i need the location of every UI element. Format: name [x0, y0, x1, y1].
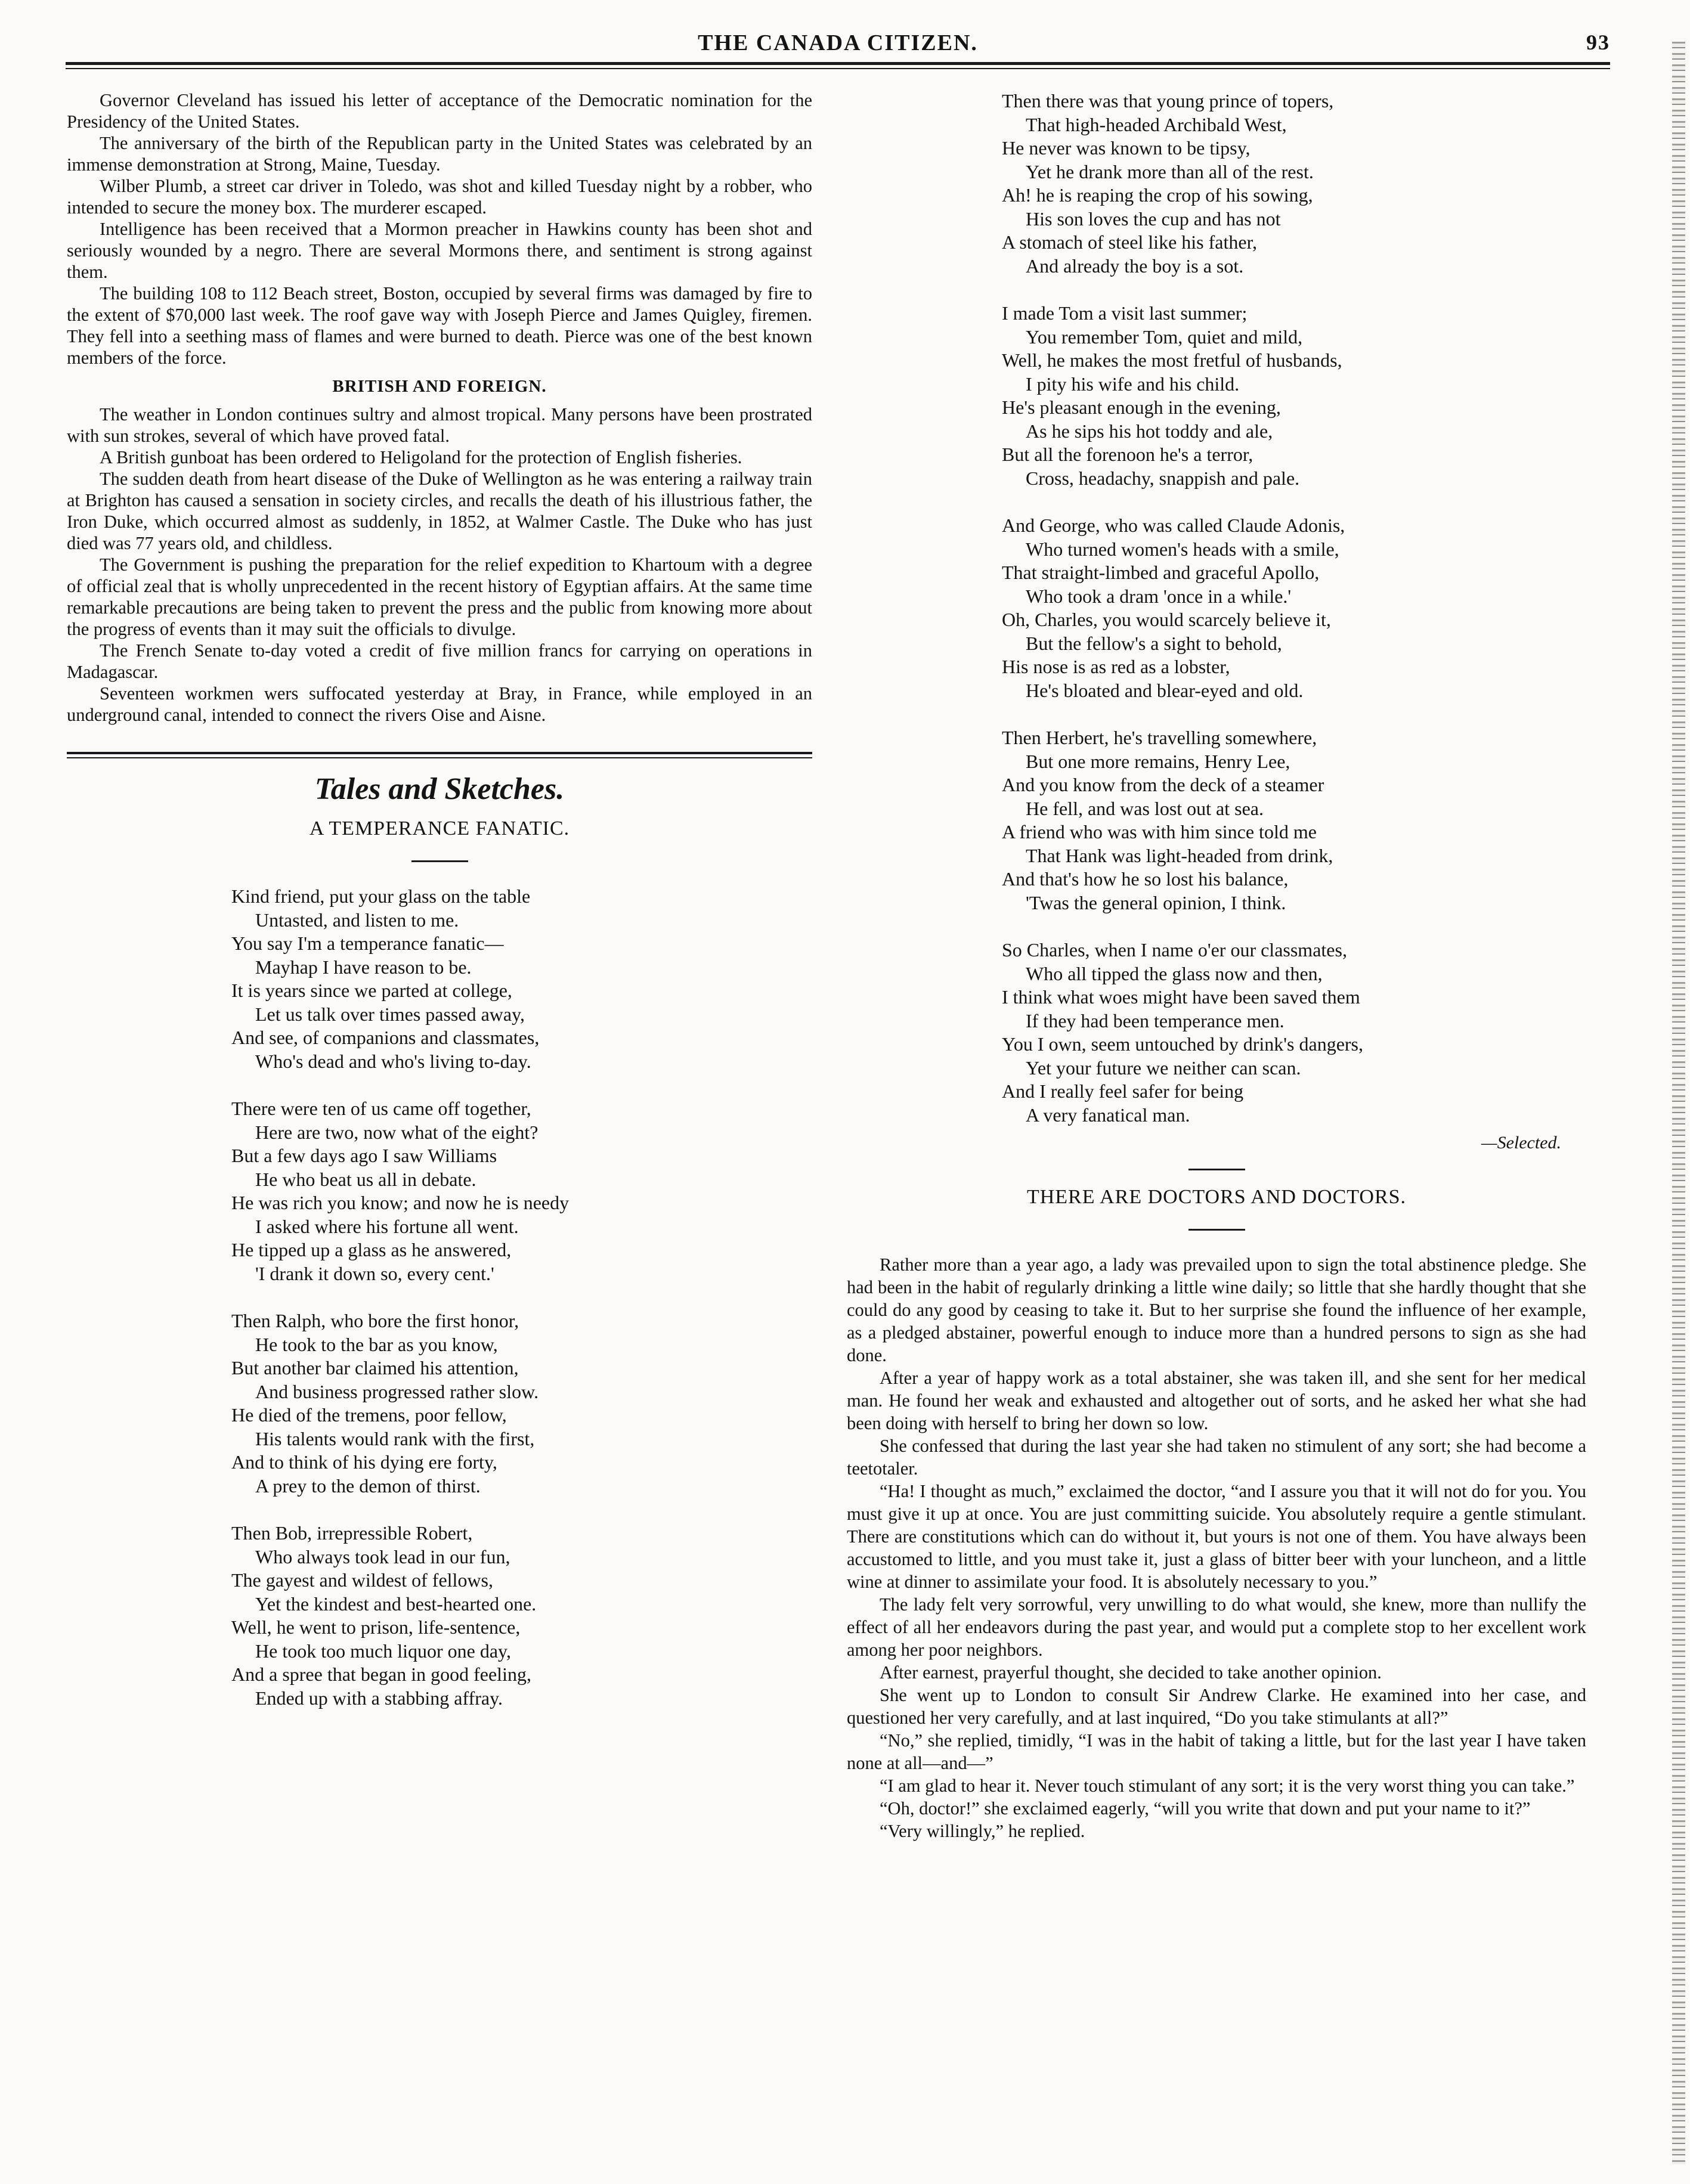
poem-line: Ended up with a stabbing affray.: [255, 1687, 503, 1709]
poem-line: His talents would rank with the first,: [255, 1427, 535, 1449]
poem-line: And to think of his dying ere forty,: [231, 1451, 497, 1473]
poem-line: 'Twas the general opinion, I think.: [1026, 891, 1286, 913]
story-paragraph: After a year of happy work as a total abstainer, she was taken ill, and she sent for her medical man. He found her weak and exhausted and altogether out of sorts, and he asked her what she had been doing with herself to bring her down so low.: [847, 1368, 1586, 1433]
news-paragraph: The Government is pushing the preparation for the relief expedition to Khartoum with a degree of official zeal that is wholly unprecedented in the recent history of Egyptian affairs. At the same time remarkable precautions are being taken to prevent the press and the public from knowing more about the progress of events than it may suit the officials to divulge.: [67, 554, 812, 639]
title-rule: [411, 860, 468, 862]
poem-line: I asked where his fortune all went.: [255, 1215, 519, 1237]
poem-line: And a spree that began in good feeling,: [231, 1663, 531, 1685]
poem-line: He tipped up a glass as he answered,: [231, 1239, 512, 1260]
poem-line: So Charles, when I name o'er our classmates,: [1002, 939, 1347, 961]
story-paragraph: She confessed that during the last year she had taken no stimulent of any sort; she had become a teetotaler.: [847, 1436, 1586, 1479]
poem-line: He took to the bar as you know,: [255, 1333, 498, 1355]
news-paragraph: Governor Cleveland has issued his letter of acceptance of the Democratic nomination for the Presidency of the United States.: [67, 90, 812, 132]
poem-line: Then Bob, irrepressible Robert,: [231, 1522, 473, 1544]
poem-line: You I own, seem untouched by drink's dangers,: [1002, 1033, 1363, 1055]
poem-line: I think what woes might have been saved them: [1002, 986, 1360, 1008]
title-rule: [1188, 1229, 1245, 1231]
tales-and-sketches-heading: Tales and Sketches.: [314, 772, 565, 806]
poem-line: Well, he went to prison, life-sentence,: [231, 1616, 521, 1638]
poem-line: He's bloated and blear-eyed and old.: [1026, 679, 1304, 701]
header-rule-thin: [66, 68, 1610, 69]
poem-stanza: [1002, 514, 1586, 702]
poem-line: But all the forenoon he's a terror,: [1002, 444, 1253, 465]
poem-line: Then Herbert, he's travelling somewhere,: [1002, 727, 1317, 748]
poem-line: Kind friend, put your glass on the table: [231, 885, 531, 907]
page-number: 93: [1586, 30, 1610, 54]
poem-line: You remember Tom, quiet and mild,: [1026, 326, 1303, 348]
poem-line: The gayest and wildest of fellows,: [231, 1569, 493, 1591]
news-paragraph: The weather in London continues sultry and almost tropical. Many persons have been prostrated with sun strokes, several of which have proved fatal.: [67, 404, 812, 446]
british-section: [67, 404, 812, 726]
poem-credit: —Selected.: [1481, 1133, 1561, 1153]
british-and-foreign-heading: BRITISH AND FOREIGN.: [332, 377, 547, 396]
poem-line: You say I'm a temperance fanatic—: [231, 933, 504, 954]
poem-line: And that's how he so lost his balance,: [1002, 868, 1289, 890]
poem-stanza: [231, 885, 812, 1073]
story-paragraph: “I am glad to hear it. Never touch stimulant of any sort; it is the very worst thing you can take.”: [880, 1776, 1575, 1796]
poem-line: His son loves the cup and has not: [1026, 207, 1281, 230]
story-paragraph: “No,” she replied, timidly, “I was in the habit of taking a little, but for the last year I have taken none at all—and—”: [847, 1730, 1586, 1773]
poem-line: But another bar claimed his attention,: [231, 1357, 519, 1378]
poem-line: But a few days ago I saw Williams: [231, 1145, 497, 1166]
news-paragraph: The sudden death from heart disease of the Duke of Wellington as he was entering a railway train at Brighton has caused a sensation in society circles, and recalls the death of his illustrious father, the Iron Duke, which occurred almost as suddenly, in 1852, at Walmer Castle. The Duke who has just died was 77 years old, and childless.: [67, 469, 812, 553]
news-paragraph: The French Senate to-day voted a credit of five million francs for carrying on operations in Madagascar.: [67, 640, 812, 682]
news-paragraph: Wilber Plumb, a street car driver in Toledo, was shot and killed Tuesday night by a robber, who intended to secure the money box. The murderer escaped.: [67, 176, 812, 218]
news-paragraph: The building 108 to 112 Beach street, Boston, occupied by several firms was damaged by fire to the extent of $70,000 last week. The roof gave way with Joseph Pierce and James Quigley, firemen. They fell into a seething mass of flames and were burned to death. Pierce was one of the best known members of the force.: [67, 283, 812, 368]
news-section: [67, 89, 812, 368]
poem-line: Here are two, now what of the eight?: [255, 1121, 538, 1143]
poem-line: There were ten of us came off together,: [231, 1098, 531, 1119]
poem-line: Then Ralph, who bore the first honor,: [231, 1310, 519, 1331]
poem-line: And already the boy is a sot.: [1026, 255, 1244, 277]
poem-line: A stomach of steel like his father,: [1002, 231, 1257, 253]
story-paragraph: After earnest, prayerful thought, she decided to take another opinion.: [880, 1662, 1382, 1683]
poem-line: If they had been temperance men.: [1026, 1009, 1284, 1031]
poem-line: Untasted, and listen to me.: [255, 909, 459, 931]
poem-line: And you know from the deck of a steamer: [1002, 774, 1324, 795]
story-paragraph: Rather more than a year ago, a lady was prevailed upon to sign the total abstinence pledge. She had been in the habit of regularly drinking a little wine daily; so little that she hardly thought that she could do any good by ceasing to take it. But to her surprise she found the influence of her example, as a pledged abstainer, powerful enough to induce more than a hundred persons to sign as she had done.: [847, 1254, 1586, 1365]
poem-line: Mayhap I have reason to be.: [255, 956, 472, 978]
poem-line: As he sips his hot toddy and ale,: [1026, 420, 1273, 442]
poem-line: Let us talk over times passed away,: [255, 1003, 525, 1025]
poem-line: He died of the tremens, poor fellow,: [231, 1404, 507, 1426]
news-paragraph: Seventeen workmen wers suffocated yesterday at Bray, in France, while employed in an underground canal, intended to connect the rivers Oise and Aisne.: [67, 683, 812, 725]
story-paragraph: She went up to London to consult Sir Andrew Clarke. He examined into her case, and questioned her very carefully, and at last inquired, “Do you take stimulants at all?”: [847, 1685, 1586, 1728]
poem-line: He took too much liquor one day,: [255, 1640, 511, 1662]
right-column: [847, 89, 1586, 2117]
section-divider: [67, 752, 812, 758]
poem-line: He never was known to be tipsy,: [1002, 137, 1251, 159]
poem-line: Yet he drank more than all of the rest.: [1026, 160, 1314, 182]
news-paragraph: Intelligence has been received that a Mormon preacher in Hawkins county has been shot and seriously wounded by a negro. There are several Mormons there, and sentiment is strong against them.: [67, 219, 812, 282]
poem-line: But the fellow's a sight to behold,: [1026, 632, 1282, 654]
story-paragraph: “Oh, doctor!” she exclaimed eagerly, “will you write that down and put your name to it?”: [880, 1798, 1531, 1819]
poem-line: But one more remains, Henry Lee,: [1026, 750, 1290, 772]
poem-line: Who's dead and who's living to-day.: [255, 1050, 531, 1072]
poem-line: Oh, Charles, you would scarcely believe it,: [1002, 609, 1331, 630]
poem-line: Then there was that young prince of topers,: [1002, 90, 1334, 111]
poem-line: Yet your future we neither can scan.: [1026, 1057, 1301, 1079]
poem-line: I pity his wife and his child.: [1026, 373, 1240, 395]
poem-line: Who all tipped the glass now and then,: [1026, 962, 1323, 984]
poem-line: He fell, and was lost out at sea.: [1026, 797, 1264, 819]
story-paragraph: The lady felt very sorrowful, very unwilling to do what would, she knew, more than nullify the effect of all her endeavors during the past year, and would put a complete stop to her excellent work among her poor neighbors.: [847, 1594, 1586, 1660]
poem-stanza: [1002, 89, 1586, 278]
poem-continued: [847, 89, 1586, 1127]
masthead: [66, 30, 1610, 61]
poem-line: Well, he makes the most fretful of husbands,: [1002, 349, 1342, 371]
poem-line: His nose is as red as a lobster,: [1002, 656, 1230, 677]
poem-line: A friend who was with him since told me: [1002, 821, 1317, 842]
poem-line: 'I drank it down so, every cent.': [255, 1262, 494, 1284]
story-paragraph: “Very willingly,” he replied.: [880, 1821, 1085, 1841]
poem-line: Who took a dram 'once in a while.': [1026, 585, 1292, 607]
title-rule: [1188, 1169, 1245, 1170]
poem-line: Ah! he is reaping the crop of his sowing,: [1002, 184, 1313, 206]
poem-stanza: [1002, 726, 1586, 915]
poem-line: And business progressed rather slow.: [255, 1380, 539, 1402]
news-paragraph: A British gunboat has been ordered to Heligoland for the protection of English fisheries.: [100, 447, 742, 467]
poem-stanza: [1002, 938, 1586, 1127]
poem-line: I made Tom a visit last summer;: [1002, 302, 1248, 324]
poem-line: That Hank was light-headed from drink,: [1026, 844, 1333, 866]
poem-line: He's pleasant enough in the evening,: [1002, 396, 1281, 418]
binding-edge: [1672, 42, 1685, 2164]
poem-line: And I really feel safer for being: [1002, 1080, 1244, 1102]
poem-line: And see, of companions and classmates,: [231, 1027, 540, 1048]
poem-line: Who always took lead in our fun,: [255, 1545, 510, 1567]
poem-line: He who beat us all in debate.: [255, 1168, 476, 1190]
poem-line: Who turned women's heads with a smile,: [1026, 538, 1339, 560]
poem-title: A TEMPERANCE FANATIC.: [309, 817, 570, 839]
story-title: THERE ARE DOCTORS AND DOCTORS.: [1026, 1186, 1407, 1208]
story-paragraph: “Ha! I thought as much,” exclaimed the doctor, “and I assure you that it will not do for you. You must give it up at once. You are just committing suicide. You absolutely require a gentle stimulant. There are constitutions which can do without it, but yours is not one of them. You have always been accustomed to little, and you must take it, just a glass of bitter beer with your luncheon, and a little wine at dinner to assimilate your food. It is absolutely necessary to you.”: [847, 1481, 1586, 1592]
newspaper-title: THE CANADA CITIZEN.: [698, 30, 978, 55]
poem-line: And George, who was called Claude Adonis,: [1002, 515, 1345, 536]
poem-line: A very fanatical man.: [1026, 1104, 1190, 1126]
poem-stanza: [231, 1522, 812, 1710]
poem-stanza: [1002, 302, 1586, 490]
poem-stanza: [231, 1097, 812, 1285]
story-body: [847, 1253, 1586, 1842]
poem-left: [67, 885, 812, 1710]
poem-line: That high-headed Archibald West,: [1026, 113, 1287, 135]
poem-stanza: [231, 1309, 812, 1498]
poem-line: Cross, headachy, snappish and pale.: [1026, 467, 1300, 489]
left-column: [67, 89, 812, 2117]
header-rule-thick: [66, 62, 1610, 65]
poem-line: He was rich you know; and now he is needy: [231, 1192, 569, 1213]
poem-line: Yet the kindest and best-hearted one.: [255, 1593, 537, 1615]
poem-line: A prey to the demon of thirst.: [255, 1474, 481, 1497]
poem-line: That straight-limbed and graceful Apollo,: [1002, 562, 1320, 583]
news-paragraph: The anniversary of the birth of the Republican party in the United States was celebrated by an immense demonstration at Strong, Maine, Tuesday.: [67, 133, 812, 175]
poem-line: It is years since we parted at college,: [231, 980, 512, 1001]
